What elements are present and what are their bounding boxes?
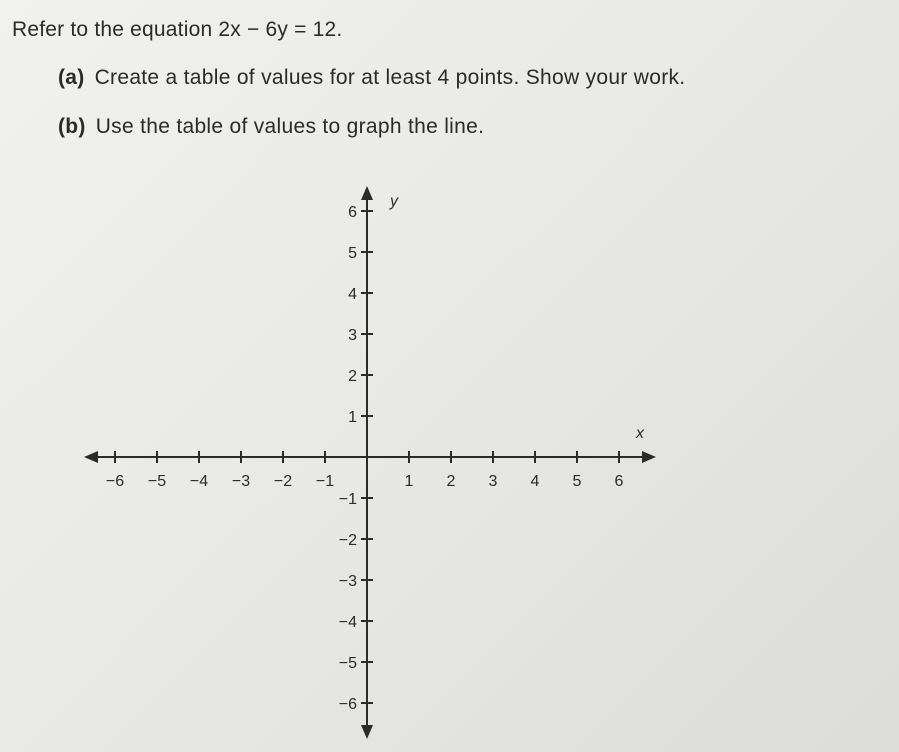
axis-ticks — [106, 204, 624, 713]
y-tick-label: −4 — [338, 614, 357, 631]
y-axis-bottom-arrow — [361, 725, 373, 739]
y-tick-label: −3 — [338, 573, 357, 590]
y-tick-label: −5 — [338, 655, 357, 672]
x-tick-label: 6 — [614, 473, 624, 490]
y-tick-label: 3 — [348, 327, 357, 344]
x-axis-right-arrow — [642, 451, 656, 463]
x-axis-name: x — [636, 425, 644, 442]
x-tick-label: 2 — [446, 473, 456, 490]
x-tick-label: 5 — [572, 473, 582, 490]
x-tick-label: −2 — [273, 473, 293, 490]
part-b-label: (b) — [58, 115, 86, 138]
y-tick-label: −1 — [338, 491, 357, 508]
x-tick-label: −1 — [315, 473, 335, 490]
y-tick-label: −6 — [338, 696, 357, 713]
x-tick-label: −6 — [105, 473, 125, 490]
x-tick-label: −4 — [189, 473, 209, 490]
part-a-text: Create a table of values for at least 4 points. Show your work. — [94, 66, 686, 89]
part-a-label: (a) — [58, 66, 85, 89]
x-tick-label: −5 — [147, 473, 167, 490]
x-tick-label: −3 — [231, 473, 251, 490]
y-tick-label: 5 — [348, 245, 357, 262]
y-tick-label: 2 — [348, 368, 357, 385]
y-tick-label: 1 — [348, 409, 357, 426]
problem-prompt: Refer to the equation 2x − 6y = 12. — [12, 18, 343, 41]
x-tick-label: 3 — [488, 473, 498, 490]
y-tick-label: −2 — [338, 532, 357, 549]
x-axis-left-arrow — [84, 451, 98, 463]
part-b-text: Use the table of values to graph the line. — [95, 115, 485, 138]
x-tick-label: 4 — [530, 473, 540, 490]
y-axis-name: y — [390, 193, 398, 210]
y-axis-top-arrow — [361, 186, 373, 200]
x-tick-label: 1 — [404, 473, 414, 490]
y-tick-label: 4 — [348, 286, 357, 303]
y-tick-label: 6 — [348, 204, 357, 221]
